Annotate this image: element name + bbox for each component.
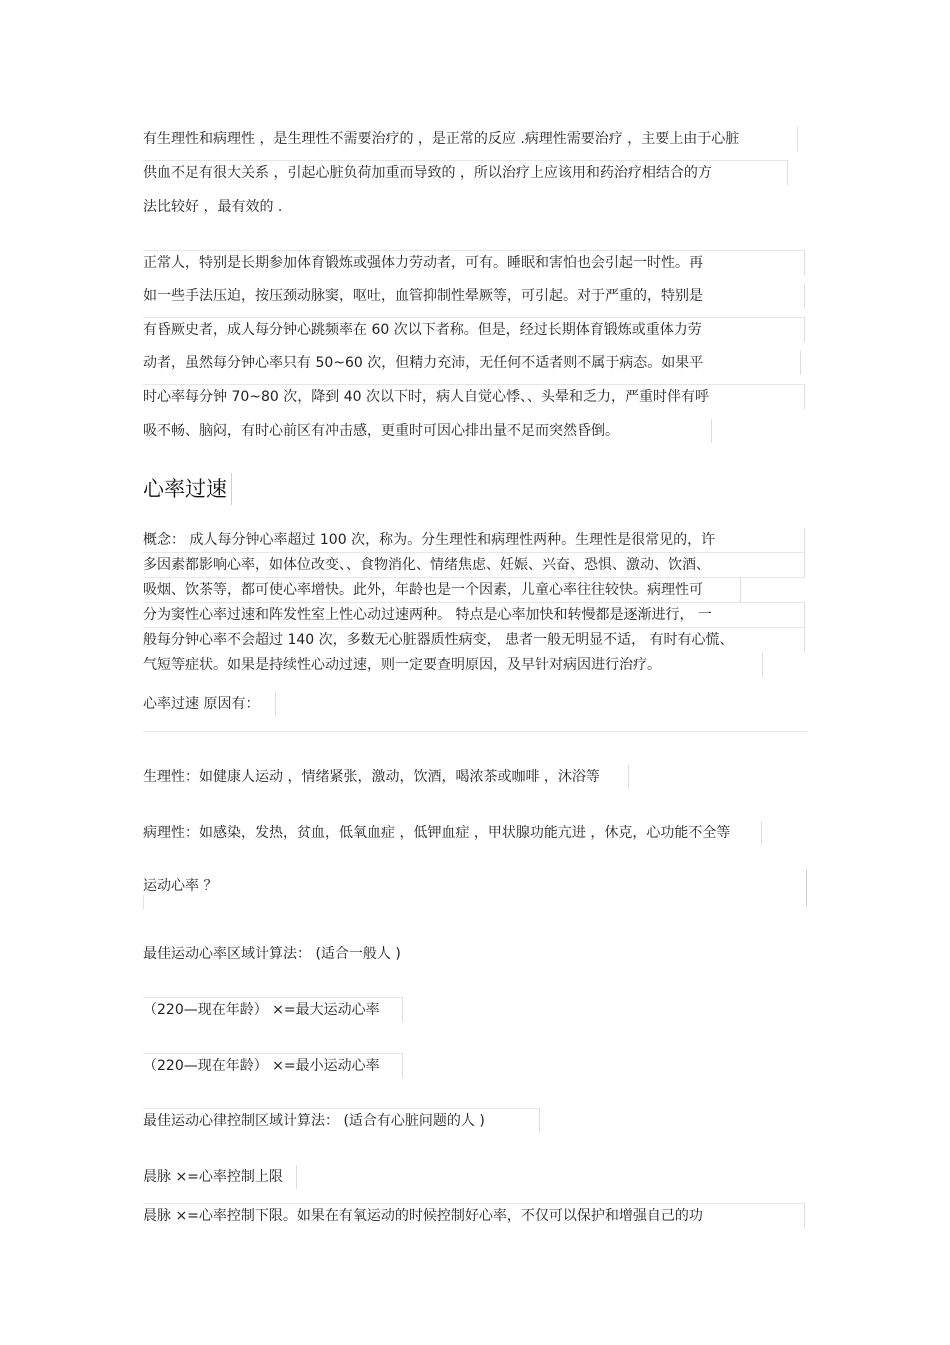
- fast-line-3: 吸烟、饮茶等，都可使心率增快。此外，年龄也是一个因素，儿童心率往往较快。病理性可: [143, 578, 741, 602]
- fast-line-5: 般每分钟心率不会超过 140 次，多数无心脏器质性病变， 患者一般无明显不适， 有时有心慌、: [143, 628, 805, 652]
- exercise-question: 运动心率 ？: [143, 870, 807, 906]
- intro-line-2: 供血不足有很大关系 ，引起心脏负荷加重而导致的 ，所以治疗上应该用和药治疗相结合的方: [143, 160, 788, 185]
- fast-line-2: 多因素都影响心率，如体位改变、、食物消化、情绪焦虑、妊娠、兴奋、恐惧、激动、饮酒、: [143, 553, 805, 578]
- slow-line-5: 时心率每分钟 70~80 次，降到 40 次以下时，病人自觉心悸、、头晕和乏力，严重时伴有呼: [143, 384, 805, 409]
- causes-label: 心率过速 原因有：: [143, 692, 276, 716]
- intro-line-1: 有生理性和病理性 ，是生理性不需要治疗的 ，是正常的反应 .病理性需要治疗 ，主要上由于心脏: [143, 127, 798, 151]
- fast-line-1: 概念： 成人每分钟心率超过 100 次，称为。分生理性和病理性两种。生理性是很常见的，许: [143, 528, 805, 553]
- best-zone-title: 最佳运动心率区域计算法： (适合一般人 ): [143, 946, 401, 962]
- control-zone-title: 最佳运动心律控制区域计算法： (适合有心脏问题的人 ): [143, 1108, 540, 1133]
- exercise-question-edge: [143, 895, 144, 909]
- slow-line-4: 动者，虽然每分钟心率只有 50~60 次，但精力充沛，无任何不适者则不属于病态。如果平: [143, 351, 801, 375]
- slow-line-2: 如一些手法压迫，按压颈动脉窦，呕吐，血管抑制性晕厥等，可引起。对于严重的，特别是: [143, 284, 805, 308]
- divider: [143, 731, 807, 732]
- section-heading-tachycardia: 心率过速: [143, 473, 232, 505]
- slow-line-3: 有昏厥史者，成人每分钟心跳频率在 60 次以下者称。但是，经过长期体育锻炼或重体力劳: [143, 317, 805, 342]
- morning-pulse-lower: 晨脉 ×=心率控制下限。如果在有氧运动的时候控制好心率，不仅可以保护和增强自己的功: [143, 1203, 805, 1228]
- slow-line-6: 吸不畅、脑闷，有时心前区有冲击感，更重时可因心排出量不足而突然昏倒。: [143, 419, 712, 443]
- fast-line-6: 气短等症状。如果是持续性心动过速，则一定要查明原因，及早针对病因进行治疗。: [143, 653, 763, 677]
- cause-pathological: 病理性：如感染，发热，贫血，低氧血症 ，低钾血症 ，甲状腺功能亢进 ，休克，心功能不全等: [143, 821, 762, 845]
- formula-min: （220—现在年龄） ×=最小运动心率: [143, 1053, 403, 1078]
- fast-line-4: 分为窦性心率过速和阵发性室上性心动过速两种。 特点是心率加快和转慢都是逐渐进行， 一: [143, 602, 805, 628]
- morning-pulse-upper: 晨脉 ×=心率控制上限: [143, 1165, 297, 1189]
- formula-max: （220—现在年龄） ×=最大运动心率: [143, 997, 403, 1022]
- cause-physiological: 生理性：如健康人运动 ，情绪紧张，激动，饮酒，喝浓茶或咖啡 ，沐浴等: [143, 765, 629, 789]
- intro-line-3: 法比较好 ，最有效的 .: [143, 199, 283, 215]
- slow-line-1: 正常人，特别是长期参加体育锻炼或强体力劳动者，可有。睡眠和害怕也会引起一时性。再: [143, 250, 805, 275]
